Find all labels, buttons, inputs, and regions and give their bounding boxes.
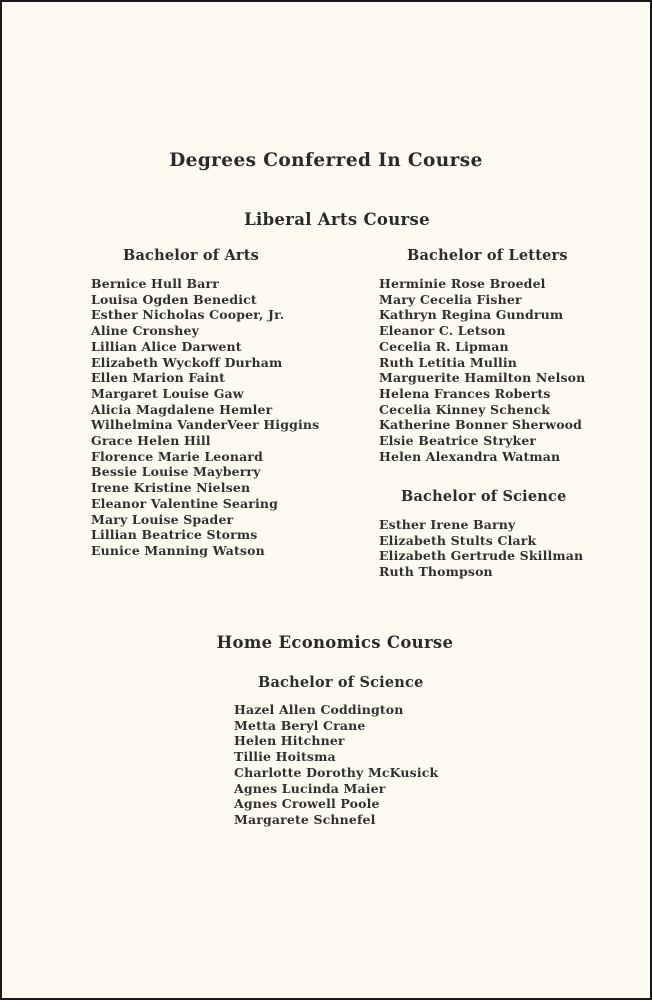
graduate-name: Mary Louise Spader (91, 511, 234, 527)
graduate-name: Hazel Allen Coddington (234, 702, 404, 717)
graduate-name: Charlotte Dorothy McKusick (234, 764, 439, 780)
graduate-name: Helen Hitchner (234, 733, 345, 749)
page-title: Degrees Conferred In Course (169, 150, 483, 171)
bachelor-of-letters-heading: Bachelor of Letters (407, 247, 568, 264)
graduate-name: Eleanor C. Letson (379, 323, 506, 339)
graduate-name: Eunice Manning Watson (91, 542, 265, 558)
graduate-name: Mary Cecelia Fisher (379, 291, 522, 307)
graduate-name: Bernice Hull Barr (91, 276, 219, 291)
graduate-name: Metta Beryl Crane (234, 717, 366, 733)
graduate-name: Tillie Hoitsma (234, 749, 336, 765)
graduate-name: Lillian Beatrice Storms (91, 527, 258, 543)
liberal-arts-course-heading: Liberal Arts Course (244, 210, 430, 229)
graduate-name: Elizabeth Gertrude Skillman (379, 548, 584, 564)
home-economics-course-heading: Home Economics Course (216, 633, 454, 652)
home-economics-bachelor-of-science-list (234, 702, 438, 828)
graduate-name: Grace Helen Hill (91, 433, 211, 449)
graduate-name: Elizabeth Wyckoff Durham (91, 354, 283, 370)
graduate-name: Florence Marie Leonard (91, 448, 263, 464)
graduate-name: Irene Kristine Nielsen (91, 480, 251, 496)
graduate-name: Aline Cronshey (91, 323, 199, 339)
graduate-name: Ruth Letitia Mullin (379, 354, 518, 370)
graduate-name: Agnes Lucinda Maier (234, 780, 386, 796)
graduate-name: Herminie Rose Broedel (379, 276, 546, 291)
graduate-name: Margaret Louise Gaw (91, 385, 244, 401)
graduate-name: Bessie Louise Mayberry (91, 464, 261, 480)
graduate-name: Helen Alexandra Watman (379, 448, 561, 464)
graduate-name: Marguerite Hamilton Nelson (379, 370, 586, 386)
graduate-name: Eleanor Valentine Searing (91, 495, 279, 511)
graduate-name: Esther Nicholas Cooper, Jr. (91, 307, 285, 323)
graduate-name: Cecelia Kinney Schenck (379, 401, 551, 417)
graduate-name: Wilhelmina VanderVeer Higgins (91, 417, 320, 433)
bachelor-of-science-heading: Bachelor of Science (401, 488, 567, 505)
graduate-name: Ruth Thompson (379, 564, 493, 580)
graduate-name: Helena Frances Roberts (379, 385, 551, 401)
graduate-name: Cecelia R. Lipman (379, 338, 509, 354)
graduate-name: Louisa Ogden Benedict (91, 291, 257, 307)
bachelor-of-science-list (379, 517, 583, 580)
graduate-name: Agnes Crowell Poole (234, 796, 380, 812)
graduate-name: Katherine Bonner Sherwood (379, 417, 583, 433)
bachelor-of-arts-list (91, 276, 319, 559)
bachelor-of-letters-list (379, 276, 585, 464)
graduate-name: Elizabeth Stults Clark (379, 532, 537, 548)
graduate-name: Esther Irene Barny (379, 517, 516, 532)
bachelor-of-arts-heading: Bachelor of Arts (123, 247, 260, 264)
graduate-name: Kathryn Regina Gundrum (379, 307, 564, 323)
graduate-name: Lillian Alice Darwent (91, 338, 242, 354)
graduate-name: Elsie Beatrice Stryker (379, 433, 537, 449)
home-economics-bachelor-of-science-heading: Bachelor of Science (258, 674, 424, 691)
graduate-name: Ellen Marion Faint (91, 370, 226, 386)
graduate-name: Margarete Schnefel (234, 811, 376, 827)
graduate-name: Alicia Magdalene Hemler (91, 401, 273, 417)
